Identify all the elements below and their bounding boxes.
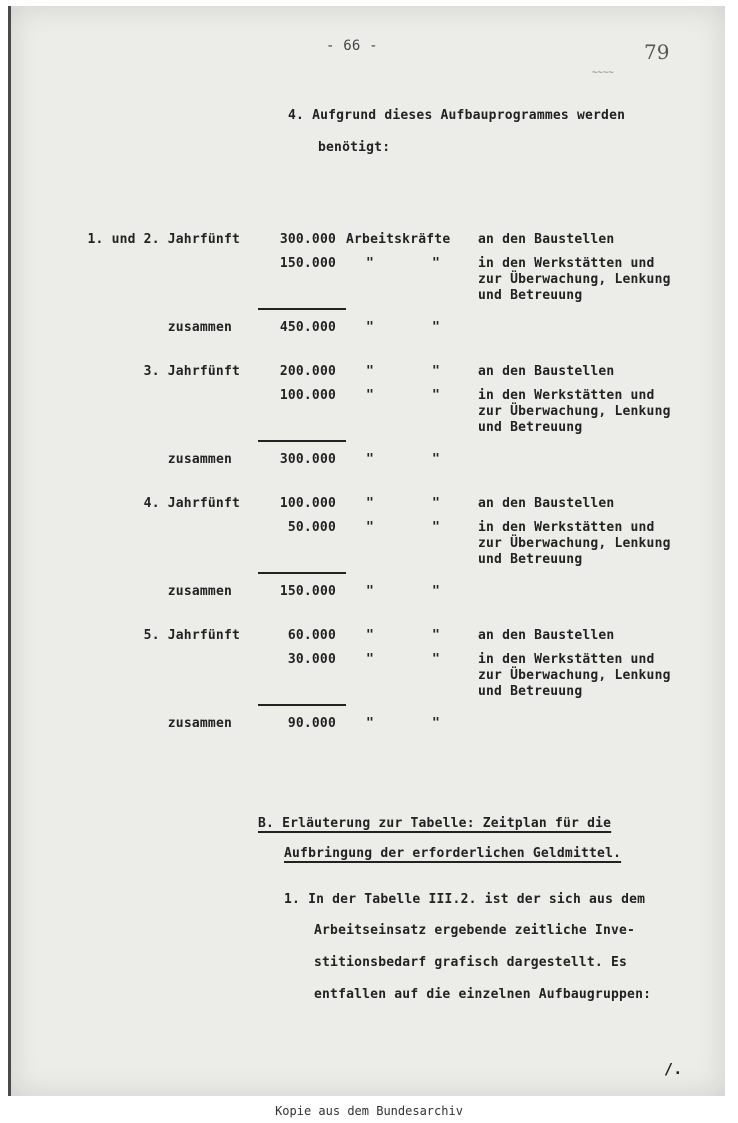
sum-rule [258,704,346,706]
total-label: zusammen [167,320,232,335]
total-count: 300.000 [279,452,336,467]
worker-count: 100.000 [279,496,336,511]
destination-line: in den Werkstätten und [478,388,655,403]
destination-line: in den Werkstätten und [478,652,655,667]
section-b-para-line-4: entfallen auf die einzelnen Aufbaugruppen: [314,987,652,1002]
destination-line: und Betreuung [478,684,583,699]
total-label: zusammen [167,584,232,599]
period-label: 3. Jahrfünft [143,364,240,379]
destination-line: zur Überwachung, Lenkung [478,668,671,683]
destination-line: und Betreuung [478,288,583,303]
total-label: zusammen [167,452,232,467]
workers-label: Arbeitskräfte [346,232,451,247]
total-count: 90.000 [287,716,336,731]
destination-line: in den Werkstätten und [478,256,655,271]
worker-count: 150.000 [279,256,336,271]
worker-count: 30.000 [287,652,336,667]
section-b-para-line-1: 1. In der Tabelle III.2. ist der sich aus dem [284,892,646,907]
worker-count: 50.000 [287,520,336,535]
destination-line: an den Baustellen [478,496,615,511]
sum-rule [258,572,346,574]
ditto-mark: " [366,256,375,271]
section-b-para-line-3: stitionsbedarf grafisch dargestellt. Es [314,955,628,970]
ditto-mark: " [432,628,441,643]
destination-line: und Betreuung [478,552,583,567]
ditto-mark: " [366,388,375,403]
archive-stamp: ~~~~ [592,68,614,78]
ditto-mark: " [366,628,375,643]
ditto-mark: " [366,364,375,379]
period-label: 1. und 2. Jahrfünft [87,232,240,247]
ditto-mark: " [366,716,375,731]
ditto-mark: " [366,652,375,667]
ditto-mark: " [432,320,441,335]
destination-line: in den Werkstätten und [478,520,655,535]
archive-folio-number: 79 [644,40,670,64]
ditto-mark: " [432,452,441,467]
archive-footer: Kopie aus dem Bundesarchiv [275,1104,463,1118]
worker-count: 300.000 [279,232,336,247]
sum-rule [258,308,346,310]
worker-count: 60.000 [287,628,336,643]
section-b-heading-line-2: Aufbringung der erforderlichen Geldmittel. [284,846,622,861]
section-b-heading-line-1: B. Erläuterung zur Tabelle: Zeitplan für die [258,816,612,831]
period-label: 4. Jahrfünft [143,496,240,511]
ditto-mark: " [432,364,441,379]
ditto-mark: " [432,388,441,403]
ditto-mark: " [366,520,375,535]
ditto-mark: " [432,716,441,731]
ditto-mark: " [366,496,375,511]
ditto-mark: " [432,520,441,535]
ditto-mark: " [366,320,375,335]
destination-line: zur Überwachung, Lenkung [478,272,671,287]
intro-line-1: 4. Aufgrund dieses Aufbauprogrammes werden [288,108,626,123]
destination-line: zur Überwachung, Lenkung [478,404,671,419]
worker-count: 100.000 [279,388,336,403]
sum-rule [258,440,346,442]
ditto-mark: " [432,584,441,599]
continuation-mark: /. [664,1060,683,1078]
destination-line: an den Baustellen [478,232,615,247]
worker-count: 200.000 [279,364,336,379]
ditto-mark: " [432,652,441,667]
section-b-para-line-2: Arbeitseinsatz ergebende zeitliche Inve- [314,923,636,938]
destination-line: an den Baustellen [478,628,615,643]
total-count: 150.000 [279,584,336,599]
destination-line: an den Baustellen [478,364,615,379]
intro-line-2: benötigt: [318,140,391,155]
ditto-mark: " [366,584,375,599]
ditto-mark: " [366,452,375,467]
page-number: - 66 - [326,38,378,54]
ditto-mark: " [432,496,441,511]
destination-line: zur Überwachung, Lenkung [478,536,671,551]
period-label: 5. Jahrfünft [143,628,240,643]
destination-line: und Betreuung [478,420,583,435]
total-count: 450.000 [279,320,336,335]
total-label: zusammen [167,716,232,731]
ditto-mark: " [432,256,441,271]
